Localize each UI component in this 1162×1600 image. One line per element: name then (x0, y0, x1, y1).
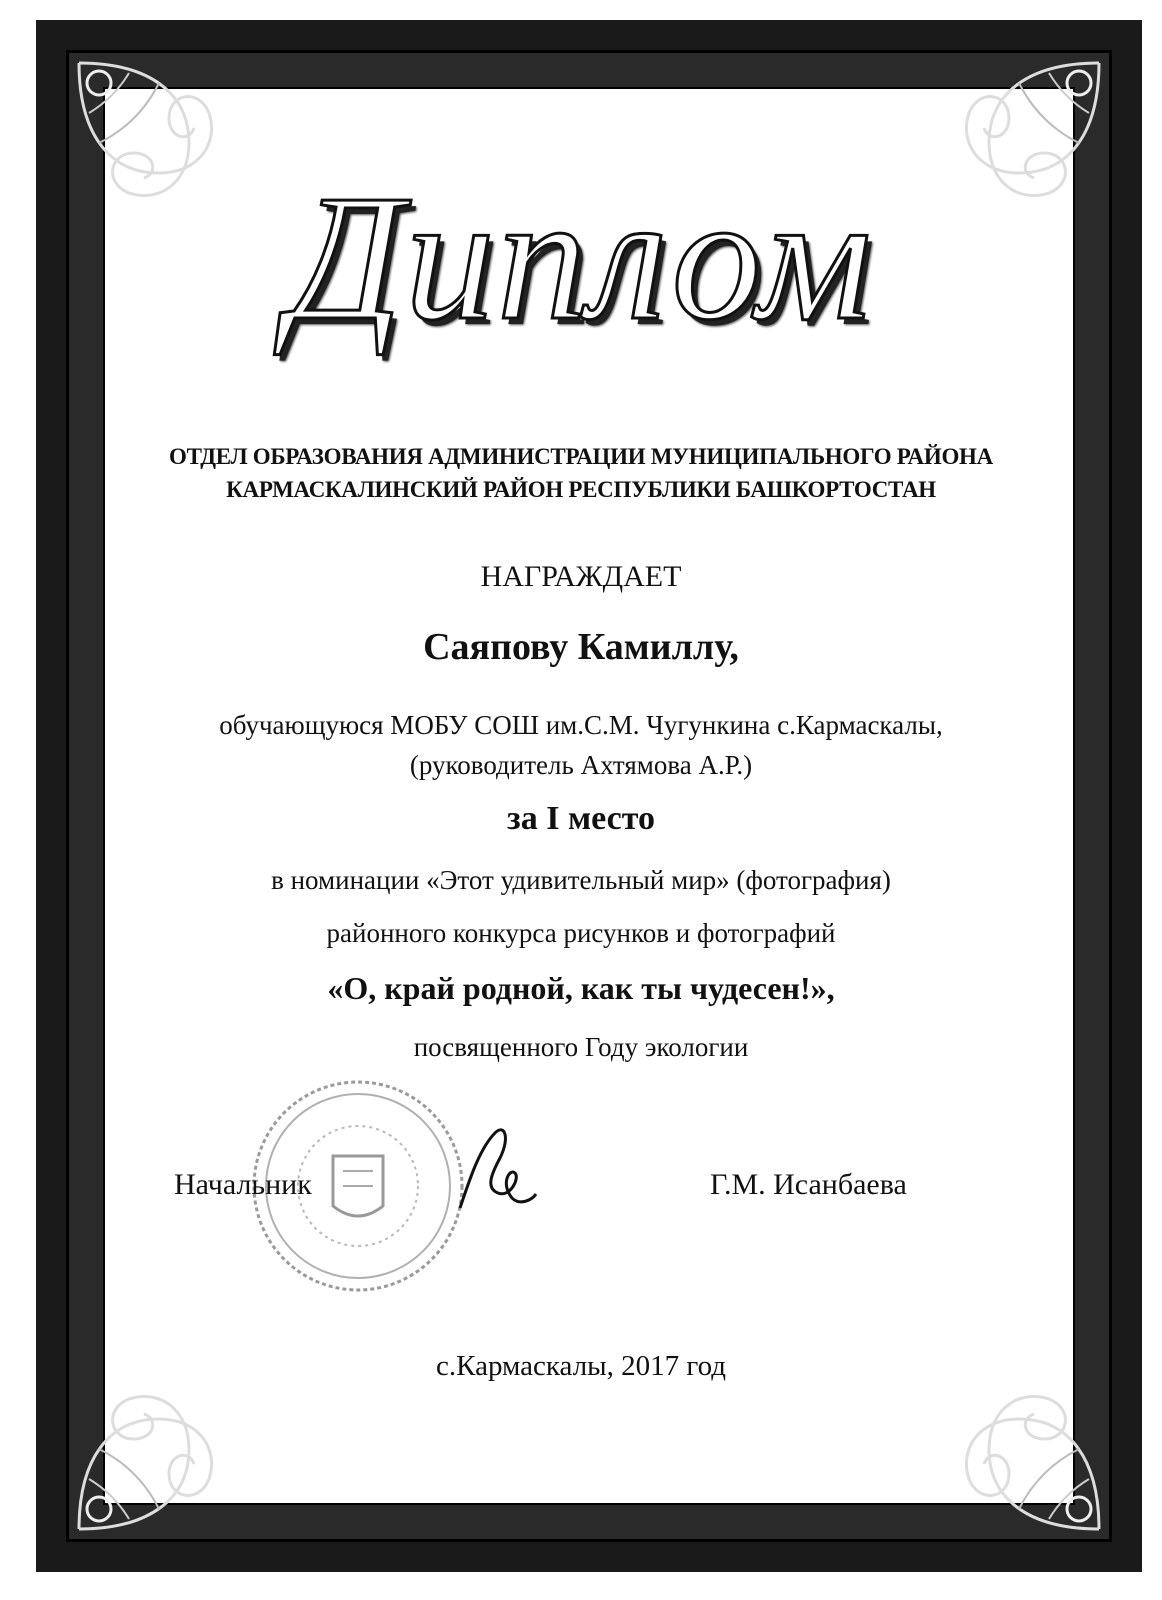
signer-name: Г.М. Исанбаева (710, 1168, 907, 1201)
issuer-line: ОТДЕЛ ОБРАЗОВАНИЯ АДМИНИСТРАЦИИ МУНИЦИПАЛЬНОГО РАЙОНА (169, 444, 993, 469)
signature-icon (440, 1118, 550, 1228)
contest-title: «О, край родной, как ты чудесен!», (327, 970, 835, 1006)
issuer-block (0, 440, 1162, 506)
nomination-text: в номинации «Этот удивительный мир» (фотография) (271, 865, 891, 895)
school-line: обучающуюся МОБУ СОШ им.С.М. Чугункина с.Кармаскалы, (219, 710, 943, 740)
awards-heading: НАГРАЖДАЕТ (480, 560, 682, 593)
recipient-name: Саяпову Камиллу, (423, 626, 739, 668)
student-info (0, 705, 1162, 785)
signer-role: Начальник (174, 1168, 312, 1201)
place-and-date: с.Кармаскалы, 2017 год (436, 1350, 726, 1382)
award-place: за I место (507, 800, 655, 837)
dedication-text: посвященного Году экологии (413, 1032, 749, 1062)
issuer-line: КАРМАСКАЛИНСКИЙ РАЙОН РЕСПУБЛИКИ БАШКОРТОСТАН (226, 477, 936, 502)
certificate-title: Диплом (288, 158, 874, 357)
contest-text: районного конкурса рисунков и фотографий (326, 918, 836, 948)
supervisor-line: (руководитель Ахтямова А.Р.) (409, 750, 753, 780)
